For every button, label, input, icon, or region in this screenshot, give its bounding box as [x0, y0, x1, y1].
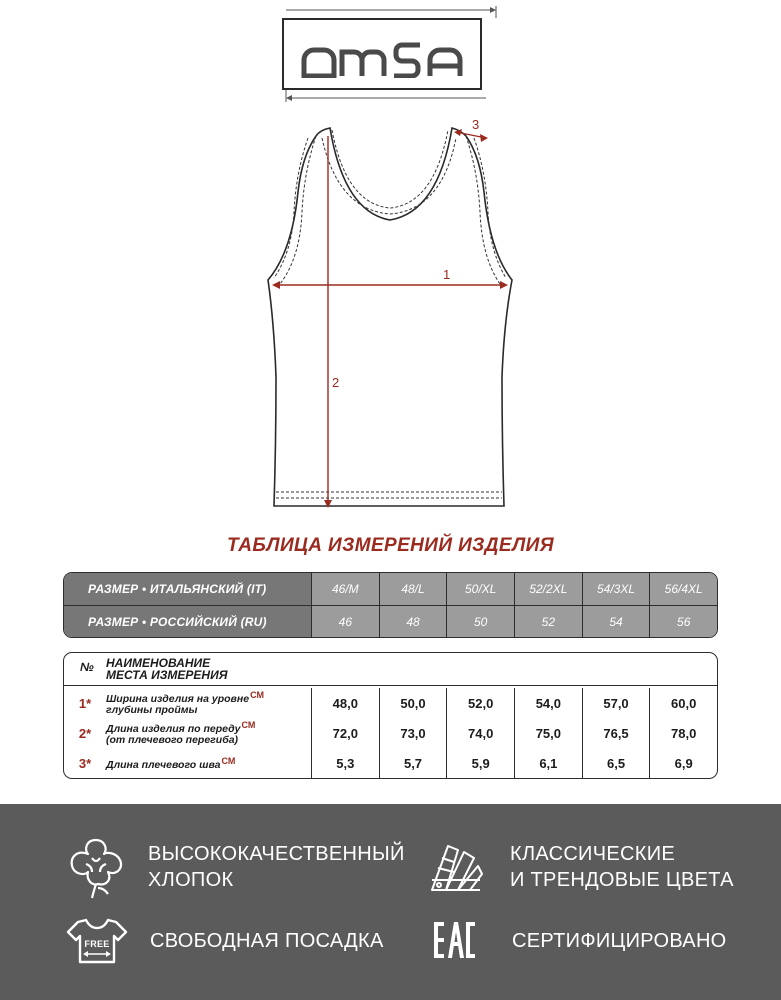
feature-text [510, 841, 734, 893]
size-cell: 48 [379, 606, 447, 637]
header-title-line1: НАИМЕНОВАНИЕ [106, 656, 211, 670]
feature-line1: СВОБОДНАЯ ПОСАДКА [150, 930, 384, 952]
table-cell: 75,0 [514, 718, 582, 748]
header-title [106, 653, 227, 685]
unit-label: СМ [250, 690, 264, 700]
table-cell: 6,5 [582, 748, 650, 778]
length-measure-label: 2 [332, 375, 340, 390]
table-cell: 57,0 [582, 688, 650, 718]
size-row-label: РАЗМЕР • ИТАЛЬЯНСКИЙ (IT) [64, 573, 311, 605]
color-palette-icon [424, 838, 484, 896]
table-row [64, 718, 717, 748]
table-cell: 5,9 [446, 748, 514, 778]
free-label: FREE [84, 939, 110, 949]
size-cell: 46 [311, 606, 379, 637]
size-cell: 52/2XL [514, 573, 582, 605]
tank-top-outline [260, 112, 530, 517]
brand-logo [280, 6, 502, 102]
table-cell: 6,9 [649, 748, 717, 778]
feature-free-fit [66, 916, 384, 966]
size-cell: 54 [582, 606, 650, 637]
features-footer [0, 804, 781, 1000]
shoulder-measure-label: 3 [472, 117, 480, 132]
feature-line1: КЛАССИЧЕСКИЕ [510, 843, 676, 865]
table-cell: 50,0 [379, 688, 447, 718]
table-row [64, 748, 717, 778]
feature-line1: ВЫСОКОКАЧЕСТВЕННЫЙ [148, 843, 405, 865]
table-row [64, 688, 717, 718]
size-cell: 50 [446, 606, 514, 637]
size-cell: 54/3XL [582, 573, 650, 605]
size-row-label: РАЗМЕР • РОССИЙСКИЙ (RU) [64, 606, 311, 637]
table-cell: 52,0 [446, 688, 514, 718]
size-cell: 50/XL [446, 573, 514, 605]
table-cell: 5,3 [311, 748, 379, 778]
table-cell: 74,0 [446, 718, 514, 748]
table-cell: 78,0 [649, 718, 717, 748]
feature-colors [424, 838, 734, 896]
feature-line2: И ТРЕНДОВЫЕ ЦВЕТА [510, 869, 734, 891]
garment-diagram [260, 112, 530, 522]
size-cell: 56 [649, 606, 717, 637]
logo-frame [282, 18, 482, 90]
feature-cotton [62, 834, 405, 900]
table-cell: 73,0 [379, 718, 447, 748]
table-cell: 5,7 [379, 748, 447, 778]
width-measure-label: 1 [443, 267, 451, 282]
table-cell: 48,0 [311, 688, 379, 718]
logo-lettering-icon [296, 38, 476, 78]
size-cell: 48/L [379, 573, 447, 605]
row-number: 2* [78, 725, 92, 741]
header-title-line2: МЕСТА ИЗМЕРЕНИЯ [106, 668, 228, 682]
row-name-line2: (от плечевого перегиба) [106, 734, 239, 746]
feature-text [512, 928, 727, 954]
free-fit-tshirt-icon [66, 916, 128, 966]
measurement-table [63, 652, 718, 779]
feature-text [148, 841, 405, 893]
row-name [106, 718, 311, 748]
row-name-line2: глубины проймы [106, 704, 198, 716]
measurement-table-header [64, 653, 717, 686]
row-name-line1: Длина плечевого шва [106, 758, 221, 771]
row-number: 3* [78, 755, 92, 771]
size-cell: 46/M [311, 573, 379, 605]
size-row-it [64, 573, 717, 605]
table-cell: 60,0 [649, 688, 717, 718]
unit-label: СМ [241, 720, 256, 730]
table-cell: 72,0 [311, 718, 379, 748]
table-title: ТАБЛИЦА ИЗМЕРЕНИЙ ИЗДЕЛИЯ [227, 535, 554, 556]
row-name-line1: Ширина изделия на уровне [106, 693, 250, 705]
size-table [63, 572, 718, 638]
row-name [106, 748, 311, 778]
table-cell: 54,0 [514, 688, 582, 718]
row-name-line1: Длина изделия по переду [106, 723, 241, 735]
unit-label: СМ [221, 755, 236, 766]
feature-line2: ХЛОПОК [148, 869, 234, 891]
table-cell: 6,1 [514, 748, 582, 778]
feature-text [150, 928, 384, 954]
size-row-ru [64, 605, 717, 637]
cotton-icon [62, 834, 130, 900]
size-cell: 52 [514, 606, 582, 637]
feature-line1: СЕРТИФИЦИРОВАНО [512, 930, 727, 952]
row-number: 1* [78, 695, 92, 711]
header-number: № [80, 660, 94, 674]
feature-certified [432, 916, 727, 966]
table-cell: 76,5 [582, 718, 650, 748]
eac-mark-icon [432, 916, 476, 966]
size-cell: 56/4XL [649, 573, 717, 605]
row-name [106, 688, 311, 718]
